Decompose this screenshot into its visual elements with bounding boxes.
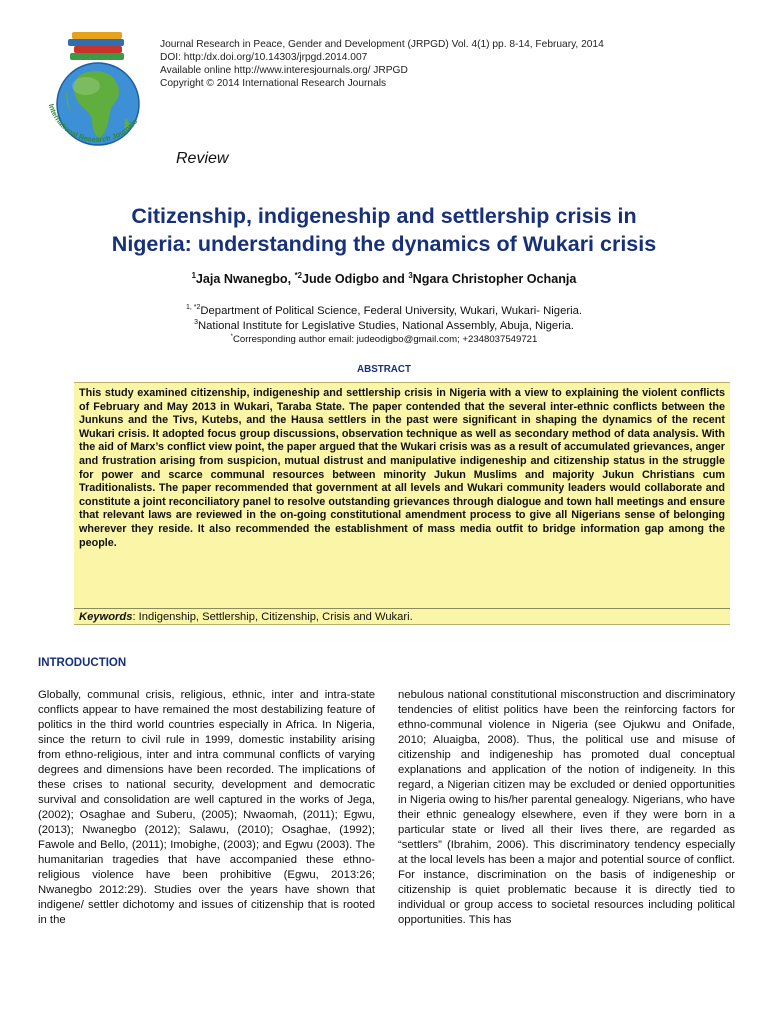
title-line-1: Citizenship, indigeneship and settlership crisis in: [131, 204, 637, 228]
affiliations: [40, 304, 728, 346]
title-line-2: Nigeria: understanding the dynamics of Wukari crisis: [111, 232, 657, 256]
affiliation-2-text: National Institute for Legislative Studies, National Assembly, Abuja, Nigeria.: [197, 320, 574, 332]
book-stack-icon: [68, 32, 124, 60]
affiliation-1-text: Department of Political Science, Federal University, Wukari, Wukari- Nigeria.: [200, 305, 583, 317]
body-column-right: [398, 688, 735, 928]
journal-logo: [38, 22, 156, 162]
journal-header: [160, 38, 760, 90]
author-3-marker: 3: [408, 270, 413, 280]
author-list: [40, 272, 728, 286]
abstract-text: This study examined citizenship, indigeneship and settlership crisis in Nigeria with a view to explaining the violent conflicts of February and May 2013 in Wukari, Taraba State. The paper contended that the several inter-ethnic conflicts between the Junkuns and the Tivs, Kutebs, and the Hausa settlers in the past were significant in shaping the dynamics of the recent Wukari crisis. It adopted focus group discussions, observation technique as well as secondary method of data analysis. With the aid of Marx’s conflict view point, the paper argued that the Wukari crisis was as a result of accumulated grievances, anger and frustration arising from suspicion, mutual distrust and manipulative indigeneship and citizenship status in the struggle for power and scarce communal resources between minority Jukun Muslims and majority Jukun Christians cum Traditionalists. The paper recommended that government at all levels and Wukari community leaders would collaborate and constitute a joint reconciliatory panel to resolve outstanding grievances through dialogue and town hall meetings and ensure that relevant laws are reviewed in the on-going constitutional amendment process to give all Nigerians sense of belonging wherever they reside. It also recommended the establishment of mass media outfit to bridge information gap among the people.: [79, 387, 725, 549]
header-doi: DOI: http:/dx.doi.org/10.14303/jrpgd.2014.007: [160, 52, 368, 63]
affiliation-1-marker: 1, *2: [185, 304, 201, 312]
section-heading-introduction: INTRODUCTION: [38, 657, 127, 669]
affiliation-1: [40, 304, 728, 319]
author-3: Ngara Christopher Ochanja: [412, 272, 577, 286]
article-type: Review: [176, 150, 229, 167]
corresponding-marker: *: [230, 333, 233, 340]
header-availability: Available online http://www.interesjournals.org/ JRPGD: [160, 65, 408, 76]
author-1-marker: 1: [191, 270, 196, 280]
keywords-label: Keywords: [79, 611, 133, 623]
introduction-paragraph-left: Globally, communal crisis, religious, ethnic, inter and intra-state conflicts appear to have remained the most destabilizing feature of politics in the third world countries especially in Africa. In Nigeria, since the return to civil rule in 1999, domestic instability arising from ethno-religious, inter and intra communal conflicts of varying degrees and dimensions have been recorded. The implications of these crises to national security, development and democratic survival and consolidation are well captured in the works of Jega, (2002); Osaghae and Suberu, (2005); Nwaomah, (2011); Egwu, (2013); Nwanegbo (2012); Salawu, (2010); Osaghae, (1992); Fawole and Bello, (2011); Imobighe, (2003); and Egwu (2003). The humanitarian tragedies that have accompanied these ethno-religious violence have been prohibitive (Egwu, 2013:26; Nwanegbo 2012:29). Studies over the years have shown that indigene/ settler dichotomy and issues of citizenship that is rooted in the: [38, 689, 375, 926]
corresponding-author: [40, 334, 728, 346]
affiliation-2-marker: 3: [194, 319, 198, 327]
body-column-left: [38, 688, 375, 928]
logo-text: International Research Journals: [46, 102, 140, 145]
author-1: Jaja Nwanegbo,: [195, 272, 295, 286]
abstract-heading: ABSTRACT: [357, 364, 411, 375]
header-citation: Journal Research in Peace, Gender and Development (JRPGD) Vol. 4(1) pp. 8-14, February, 2014: [160, 39, 604, 50]
header-copyright: Copyright © 2014 International Research Journals: [160, 78, 387, 89]
corresponding-author-text: Corresponding author email: judeodigbo@gmail.com; +2348037549721: [232, 334, 538, 345]
affiliation-2: [40, 319, 728, 334]
paper-title: [40, 202, 728, 258]
introduction-paragraph-right: nebulous national constitutional misconstruction and discriminatory tendencies of elitist politics have been the reinforcing factors for ethno-communal violence in Nigeria (see Ojukwu and Onifade, 2010; Aluaigba, 2008). Thus, the political use and misuse of citizenship and indigeneship has promoted dual conceptual explanations and application of the notion of indigeneity. In this regard, a Nigerian citizen may be excluded or denied opportunities in Nigeria owing to his/her parental genealogy. Nigerians, who have their ethnic genealogy elsewhere, even if they were born in a particular state or lived all their lives there, are regarded as “settlers” (Ibrahim, 2006). This discriminatory tendency especially at the local levels has been a major and potential source of conflict. For instance, discrimination on the basis of indigeneship or citizenship is quiet problematic because it is directly tied to individual or group access to societal resources including political opportunities. This has: [398, 689, 736, 926]
author-2-marker: *2: [294, 270, 302, 280]
keywords-divider: [74, 608, 730, 609]
keywords-text: : Indigenship, Settlership, Citizenship, Crisis and Wukari.: [132, 611, 413, 623]
abstract-box: [74, 382, 730, 625]
author-2: Jude Odigbo and: [301, 272, 409, 286]
keywords: [79, 611, 719, 623]
